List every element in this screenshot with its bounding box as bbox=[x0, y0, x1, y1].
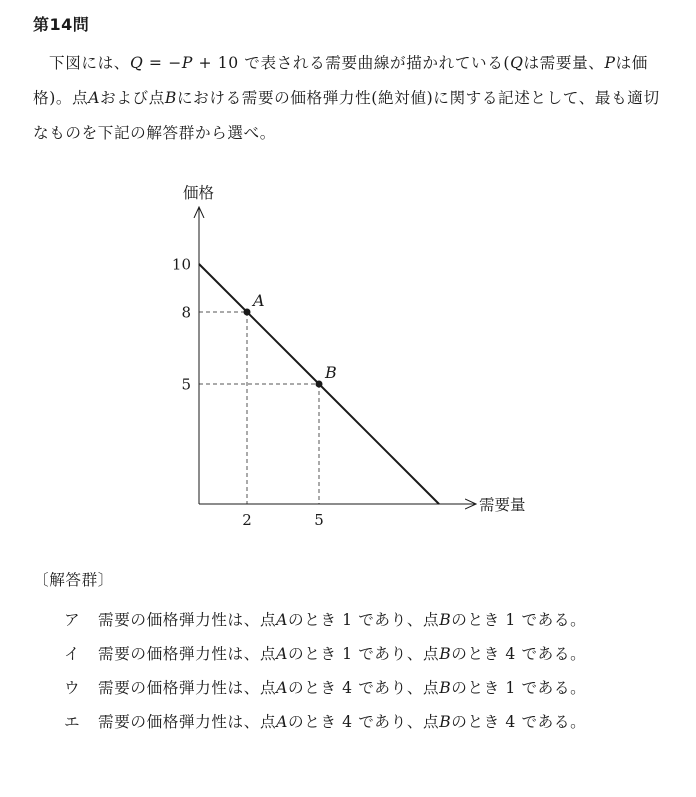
choice-label: イ bbox=[64, 645, 81, 663]
y-axis-label: 価格 bbox=[183, 184, 215, 202]
y-tick-label: 5 bbox=[181, 375, 191, 394]
choice-a[interactable]: ア 需要の価格弾力性は、点Aのとき 1 であり、点Bのとき 1 である。 bbox=[64, 608, 586, 630]
choice-i[interactable]: イ 需要の価格弾力性は、点Aのとき 1 であり、点Bのとき 4 である。 bbox=[64, 642, 586, 664]
x-tick-label: 5 bbox=[314, 511, 324, 529]
x-tick-label: 2 bbox=[242, 511, 252, 529]
question-heading: 第14問 bbox=[33, 15, 90, 34]
point-a-marker bbox=[244, 309, 251, 316]
x-axis-label: 需要量 bbox=[479, 496, 526, 514]
point-b-marker bbox=[316, 381, 323, 388]
question-text: 下図には、Q = −P + 10 で表される需要曲線が描かれている(Qは需要量、Pは価格)。点Aおよび点Bにおける需要の価格弾力性(絶対値)に関する記述として、最も適切なものを下記の解答群から選べ。 bbox=[33, 54, 660, 142]
choice-label: ウ bbox=[64, 679, 81, 697]
choice-label: エ bbox=[64, 713, 81, 731]
point-b-label: B bbox=[325, 363, 337, 382]
choice-label: ア bbox=[64, 611, 81, 629]
choice-e[interactable]: エ 需要の価格弾力性は、点Aのとき 4 であり、点Bのとき 4 である。 bbox=[64, 710, 586, 732]
y-tick-label: 10 bbox=[171, 255, 191, 274]
choice-u[interactable]: ウ 需要の価格弾力性は、点Aのとき 4 であり、点Bのとき 1 である。 bbox=[64, 676, 586, 698]
answer-group-header: 〔解答群〕 bbox=[33, 571, 114, 589]
y-tick-label: 8 bbox=[181, 303, 191, 322]
point-a-label: A bbox=[253, 291, 265, 310]
